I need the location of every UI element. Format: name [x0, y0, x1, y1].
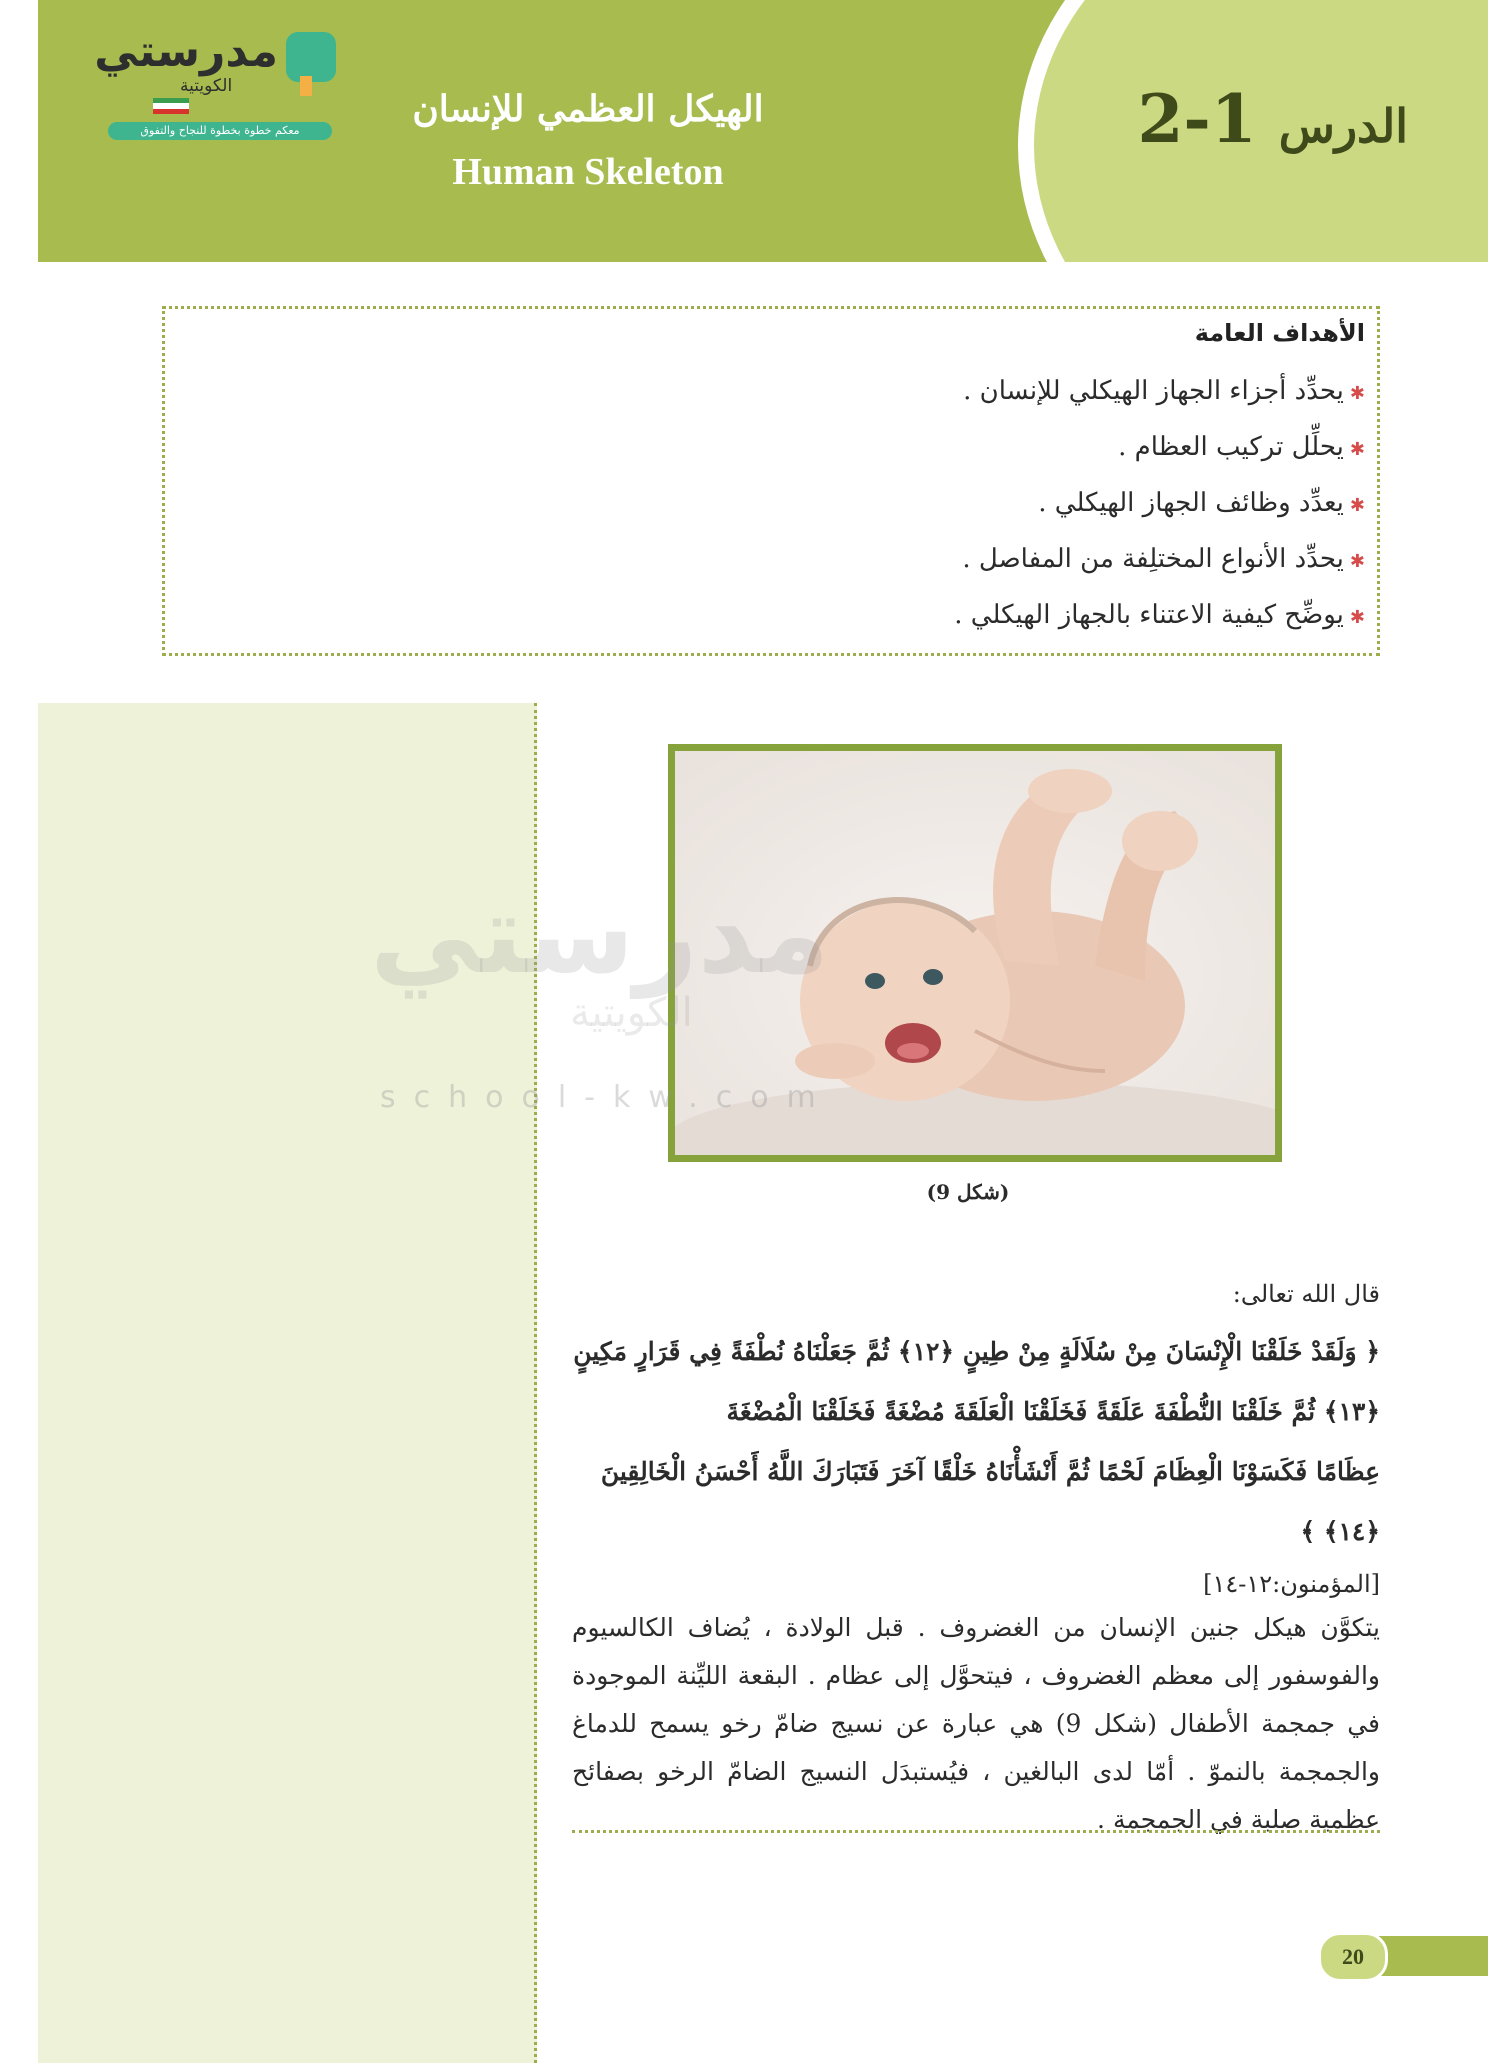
quran-verses	[572, 1322, 1380, 1562]
objective-item: ✱يحدِّد الأنواع المختلِفة من المفاصل .	[962, 544, 1365, 574]
bullet-icon: ✱	[1349, 439, 1365, 460]
baby-photo-figure	[668, 744, 1282, 1162]
body-paragraph: يتكوَّن هيكل جنين الإنسان من الغضروف . قبل الولادة ، يُضاف الكالسيوم والفوسفور إلى معظم الغضروف ، فيتحوَّل إلى عظام . البقعة الليِّنة الموجودة في جمجمة الأطفال (شكل 9) هي عبارة عن نسيج ضامّ رخو يسمح للدماغ والجمجمة بالنموّ . أمّا لدى البالغين ، فيُستبدَل النسيج الضامّ الرخو بصفائح عظمية صلبة في الجمجمة .	[572, 1613, 1381, 1834]
logo-brand: مدرستي	[94, 26, 278, 77]
bullet-icon: ✱	[1349, 383, 1365, 404]
baby-illustration	[675, 751, 1275, 1155]
objective-item: ✱يوضِّح كيفية الاعتناء بالجهاز الهيكلي .	[954, 600, 1365, 630]
section-divider	[572, 1830, 1380, 1833]
lesson-title-english: Human Skeleton	[452, 151, 724, 193]
verse-reference: [المؤمنون:١٢-١٤]	[1203, 1570, 1380, 1598]
verse-line: عِظَامًا فَكَسَوْنَا الْعِظَامَ لَحْمًا ثُمَّ أَنْشَأْنَاهُ خَلْقًا آخَرَ فَتَبَارَكَ اللَّهُ أَحْسَنُ الْخَالِقِينَ ﴿١٤﴾ ﴾	[600, 1457, 1380, 1546]
logo-sub: الكويتية	[180, 76, 233, 96]
objective-item: ✱يحلِّل تركيب العظام .	[1118, 432, 1365, 462]
page-number: 20	[1318, 1932, 1388, 1982]
figure-caption: (شكل 9)	[926, 1180, 1010, 1204]
verse-line: ﴿ وَلَقَدْ خَلَقْنَا الْإِنْسَانَ مِنْ سُلَالَةٍ مِنْ طِينٍ ﴿١٢﴾ ثُمَّ جَعَلْنَاهُ نُطْفَةً فِي قَرَارٍ مَكِينٍ	[573, 1337, 1380, 1366]
kuwait-flag-icon	[153, 98, 189, 114]
logo-slogan: معكم خطوة بخطوة للنجاح والتفوق	[108, 122, 332, 140]
lesson-word: الدرس	[1278, 99, 1408, 153]
side-margin-panel	[38, 703, 537, 2063]
objective-item: ✱يعدِّد وظائف الجهاز الهيكلي .	[1038, 488, 1365, 518]
lesson-title-arabic: الهيكل العظمي للإنسان	[412, 88, 764, 130]
lesson-number: 2-1	[1137, 80, 1257, 158]
verse-intro: قال الله تعالى:	[1232, 1280, 1380, 1308]
objectives-heading: الأهداف العامة	[1194, 319, 1365, 347]
bullet-icon: ✱	[1349, 495, 1365, 516]
objective-item: ✱يحدِّد أجزاء الجهاز الهيكلي للإنسان .	[963, 376, 1365, 406]
watermark-brand: مدرستي	[370, 870, 830, 998]
logo-icon	[286, 32, 336, 82]
verse-line: ﴿١٣﴾ ثُمَّ خَلَقْنَا النُّطْفَةَ عَلَقَةً فَخَلَقْنَا الْعَلَقَةَ مُضْغَةً فَخَلَقْنَا الْمُضْغَةَ	[726, 1397, 1380, 1426]
watermark-sub: الكويتية	[570, 990, 693, 1036]
lesson-header	[38, 0, 1488, 262]
lesson-label	[1137, 80, 1408, 158]
bullet-icon: ✱	[1349, 551, 1365, 572]
school-logo	[94, 24, 338, 137]
bullet-icon: ✱	[1349, 607, 1365, 628]
objectives-list	[954, 367, 1365, 647]
lesson-text	[572, 1280, 1380, 1844]
general-objectives-box	[162, 306, 1380, 656]
watermark-url: school-kw.com	[380, 1080, 834, 1115]
